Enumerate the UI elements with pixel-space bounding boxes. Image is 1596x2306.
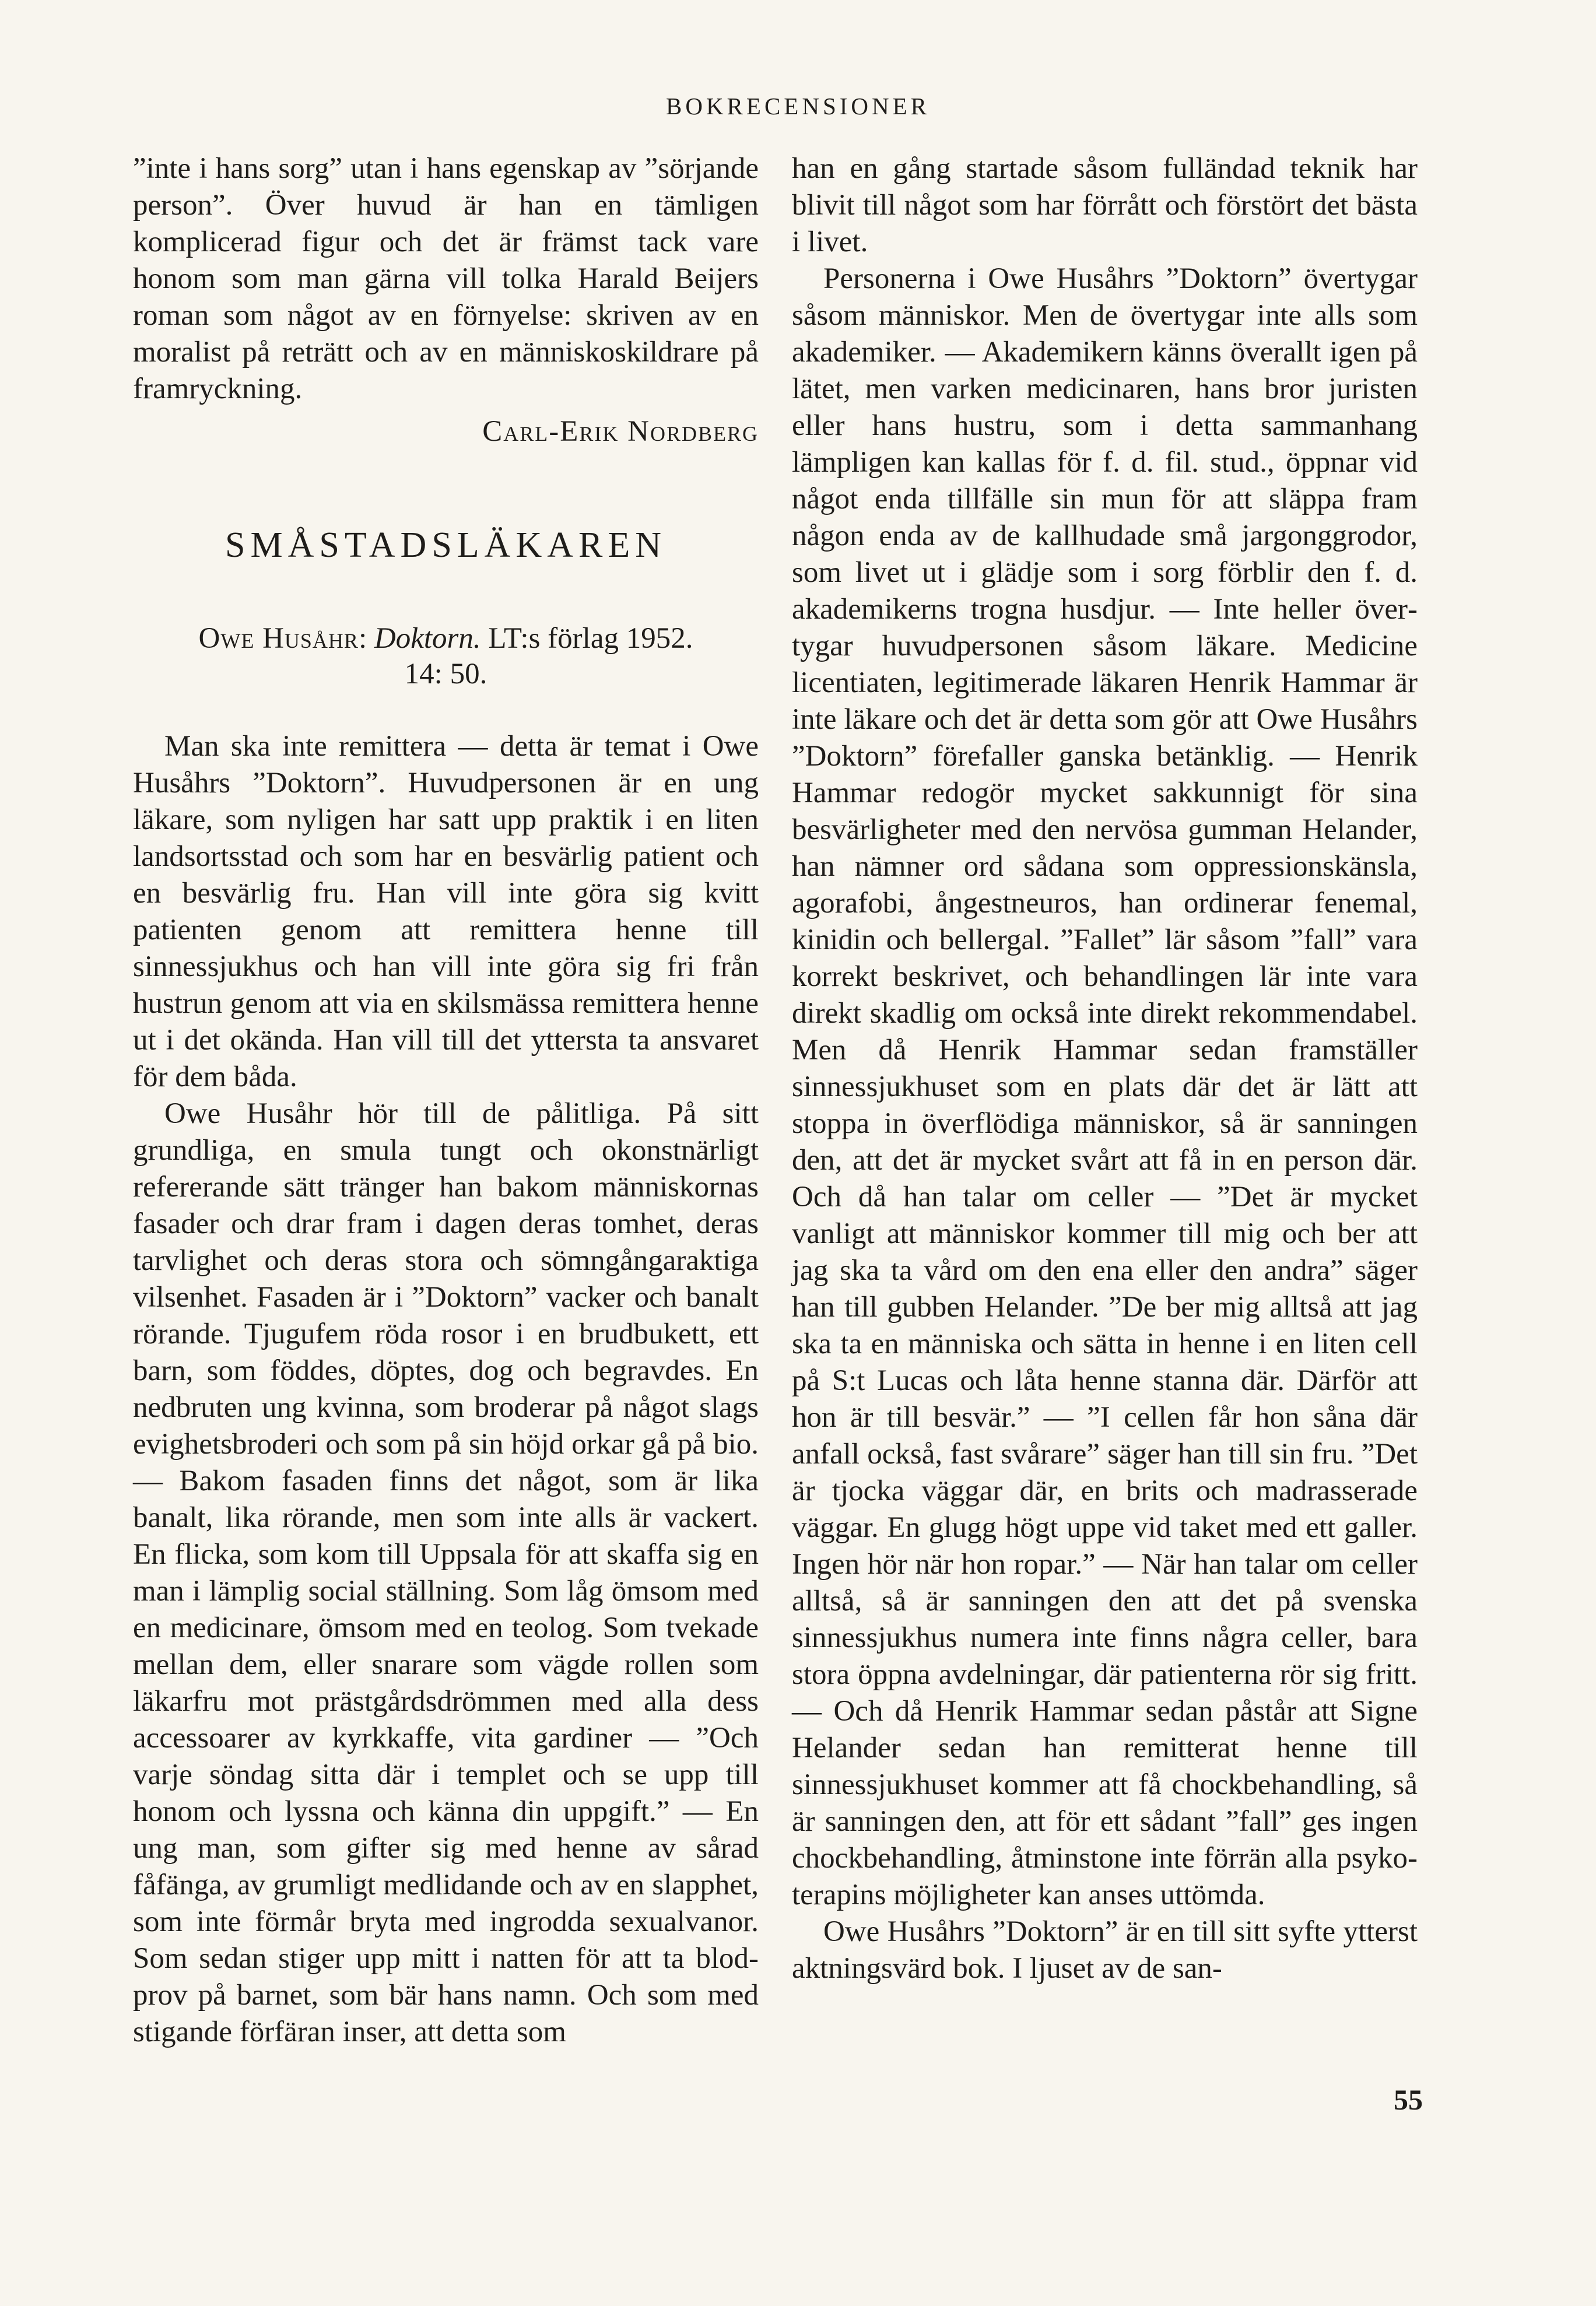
reviewer-signature: Carl-Erik Nordberg (482, 415, 759, 448)
review-paragraph: Owe Husåhr hör till de pålitliga. På sitt grundliga, en smula tungt och okonstnärligt refererande sätt tränger han bakom människornas fasader och drar fram i dagen deras tomhet, deras tarvlighet och deras stora och sömngångaraktiga vilsenhet. Fasaden är i ”Doktorn” vacker och banalt rörande. Tjugufem röda rosor i en brudbukett, ett barn, som föddes, döptes, dog och begravdes. En nedbruten ung kvinna, som broderar på något slags evighetsbroderi och som på sin höjd orkar gå på bio. — Bakom fasaden finns det något, som är lika banalt, lika rörande, men som inte alls är vackert. En flicka, som kom till Uppsala för att skaffa sig en man i lämplig social ställning. Som låg ömsom med en medicinare, ömsom med en teolog. Som tvekade mellan dem, eller snarare som vägde rollen som läkarfru mot prästgårdsdrömmen med alla dess accessoarer av kyrkkaffe, vita gardiner — ”Och varje söndag sitta där i templet och se upp till honom och lyssna och känna din uppgift.” — En ung man, som gifter sig med henne av sårad fåfänga, av grumligt medlidande och av en slapphet, som inte förmår bryta med ingrodda sexualvanor. Som sedan stiger upp mitt i natten för att ta blodprov på barnet, som bär hans namn. Och som med stigande förfäran inser, att detta som (133, 1097, 759, 2048)
book-publisher: LT:s förlag 1952. (488, 622, 693, 655)
review-paragraph: Man ska inte remittera — detta är temat i Owe Husåhrs ”Doktorn”. Huvudpersonen är en ung läkare, som nyligen har satt upp praktik i en liten landsortsstad och som har en besvärlig patient och en besvärlig fru. Han vill inte göra sig kvitt patienten genom att remittera henne till sinnessjukhus och han vill inte göra sig fri från hustrun genom att via en skilsmässa remittera henne ut i det okända. Han vill till det yttersta ta ansvaret för dem båda. (133, 730, 759, 1093)
continuation-paragraph: ”inte i hans sorg” utan i hans egenskap av ”sörjande person”. Över huvud är han en tämligen komplicerad figur och det är främst tack vare honom som man gärna vill tolka Harald Beijers roman som något av en förnyelse: skriven av en moralist på reträtt och av en människoskildrare på framryckning. (133, 152, 759, 405)
right-column (792, 150, 1418, 1987)
review-title: SMÅSTADSLÄKAREN (225, 525, 667, 565)
book-author-separator: : (358, 622, 367, 655)
running-head: BOKRECENSIONER (665, 93, 931, 120)
page-number: 55 (1394, 2083, 1423, 2116)
left-column (133, 150, 759, 2051)
review-paragraph: han en gång startade såsom fulländad teknik har blivit till något som har förrått och förstört det bästa i livet. (792, 152, 1418, 258)
review-paragraph: Owe Husåhrs ”Doktorn” är en till sitt syfte ytterst aktningsvärd bok. I ljuset av de san- (792, 1915, 1418, 1985)
book-title: Doktorn. (374, 622, 481, 655)
book-author: Owe Husåhr (198, 622, 359, 655)
review-paragraph: Personerna i Owe Husåhrs ”Doktorn” övertygar såsom människor. Men de övertygar inte alls som akademiker. — Akademikern känns överallt igen på lätet, men varken medicinaren, hans bror juristen eller hans hustru, som i detta sammanhang lämpligen kan kallas för f. d. fil. stud., öppnar vid något enda tillfälle sin mun för att släppa fram någon enda av de kallhudade små jargonggrodor, som livet ut i glädje som i sorg förblir den f. d. akademikerns trogna husdjur. — Inte heller övertygar huvudpersonen såsom läkare. Medicine licentiaten, legitimerade läkaren Henrik Hammar är inte läkare och det är detta som gör att Owe Husåhrs ”Doktorn” förefaller ganska betänklig. — Henrik Hammar redogör mycket sakkunnigt för sina besvärligheter med den nervösa gumman Helander, han nämner ord sådana som oppressionskänsla, agorafobi, ångestneuros, han ordinerar fenemal, kinidin och bellergal. ”Fallet” lär såsom ”fall” vara korrekt beskrivet, och behandlingen lär inte vara direkt skadlig om också inte direkt rekommendabel. Men då Henrik Hammar sedan framställer sinnessjukhuset som en plats där det är lätt att stoppa in överflödiga människor, så är sanningen den, att det är mycket svårt att få in en person där. Och då han talar om celler — ”Det är mycket vanligt att människor kommer till mig och ber att jag ska ta vård om den ena eller den andra” säger han till gubben Helander. ”De ber mig alltså att jag ska ta en människa och sätta in henne i en liten cell på S:t Lucas och låta henne stanna där. Därför att hon är till besvär.” — ”I cellen får hon såna där anfall också, fast svårare” säger han till sin fru. ”Det är tjocka väggar där, en brits och madrasserade väggar. En glugg högt uppe vid taket med ett galler. Ingen hör när hon ropar.” — När han talar om celler alltså, så är sanningen den att det på svenska sinnessjukhus numera inte finns några celler, bara stora öppna avdelningar, där patienterna rör sig fritt. — Och då Henrik Hammar sedan påstår att Signe Helander sedan han remitterat henne till sinnessjukhuset kommer att få chockbehandling, så är sanningen den, att för ett sådant ”fall” ges ingen chockbehandling, åtminstone inte förrän alla psykoterapins möjligheter kan anses uttömda. (792, 262, 1418, 1911)
book-info (133, 621, 759, 692)
book-price: 14: 50. (404, 658, 487, 690)
